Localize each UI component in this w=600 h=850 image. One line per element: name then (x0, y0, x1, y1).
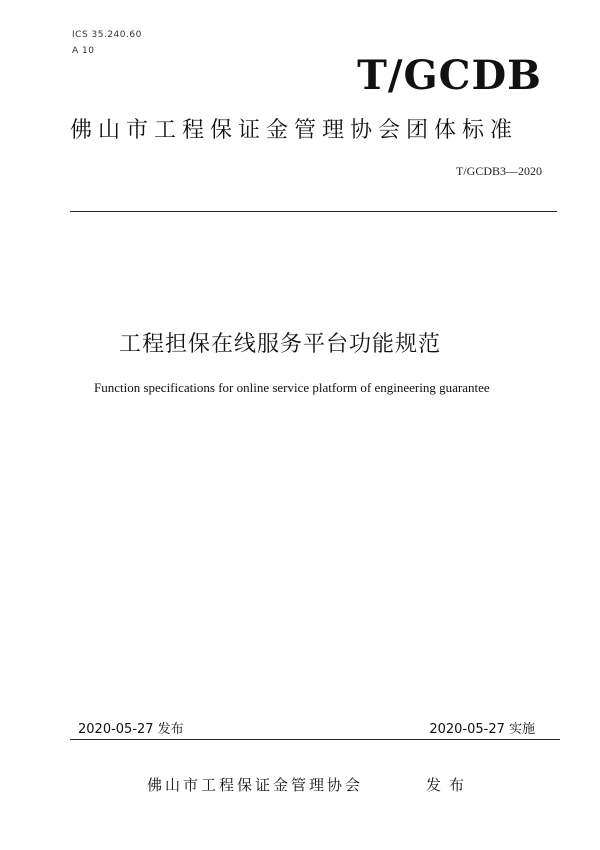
document-title-english: Function specifications for online service platform of engineering guarantee (94, 380, 490, 395)
standard-number: T/GCDB3—2020 (455, 164, 542, 178)
organization-standard-title: 佛山市工程保证金管理协会团体标准 (70, 118, 519, 143)
publish-date: 2020-05-27 发布 (78, 722, 184, 737)
bottom-divider (70, 739, 560, 740)
implement-date: 2020-05-27 实施 (429, 722, 535, 737)
top-divider (70, 211, 557, 212)
issuing-organization: 佛山市工程保证金管理协会 (147, 776, 364, 794)
standard-logo: T/GCDB (357, 52, 542, 99)
issue-label: 发布 (426, 776, 473, 794)
ics-code: ICS 35.240.60 (72, 30, 142, 40)
ccs-code: A 10 (72, 46, 95, 56)
document-title-chinese: 工程担保在线服务平台功能规范 (119, 332, 442, 357)
